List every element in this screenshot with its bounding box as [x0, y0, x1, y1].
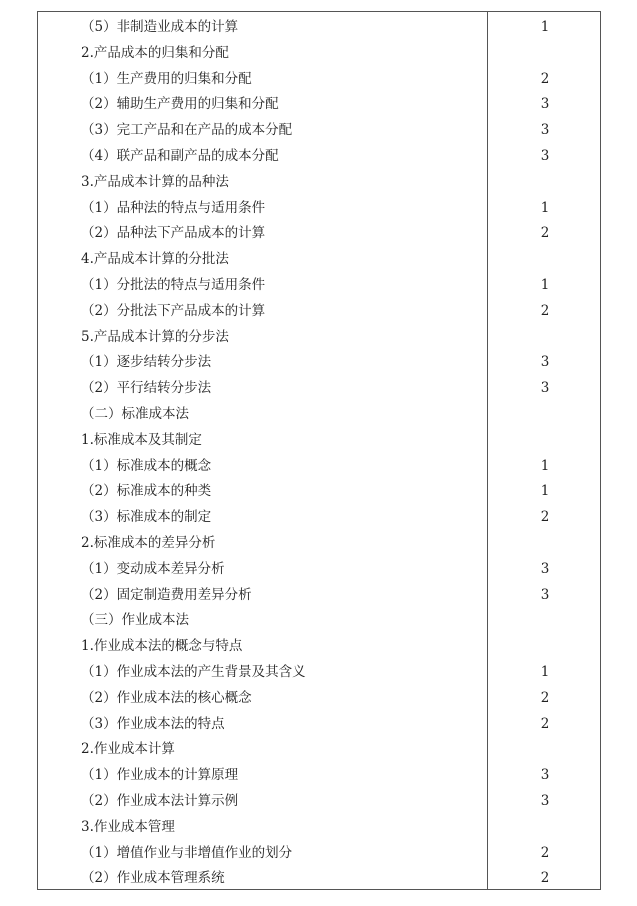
- row-topic: （三）作业成本法: [81, 612, 189, 629]
- row-topic: （1）品种法的特点与适用条件: [81, 199, 266, 216]
- row-topic: （二）标准成本法: [81, 406, 189, 422]
- row-level: 2: [540, 844, 550, 861]
- row-topic: 1.标准成本及其制定: [81, 431, 202, 448]
- row-topic: （2）作业成本管理系统: [81, 870, 225, 887]
- table-row: [38, 246, 600, 272]
- row-level: 3: [540, 767, 550, 784]
- row-topic: （2）辅助生产费用的归集和分配: [81, 96, 279, 113]
- row-level: 1: [540, 664, 550, 680]
- row-topic: （2）作业成本法的核心概念: [81, 689, 252, 706]
- table-row: [38, 272, 600, 298]
- table-row: [38, 685, 600, 711]
- row-topic: （4）联产品和副产品的成本分配: [81, 148, 279, 164]
- table-row: [38, 14, 600, 40]
- row-topic: （1）生产费用的归集和分配: [81, 70, 252, 87]
- row-topic: （2）平行结转分步法: [81, 380, 212, 397]
- row-topic: 2.作业成本计算: [81, 741, 175, 758]
- row-topic: （3）完工产品和在产品的成本分配: [81, 122, 293, 139]
- row-topic: 3.作业成本管理: [81, 818, 175, 835]
- row-topic: （1）标准成本的概念: [81, 457, 212, 474]
- table-row: [38, 427, 600, 453]
- row-topic: （1）变动成本差异分析: [81, 560, 225, 577]
- row-level: 1: [540, 457, 550, 474]
- table-row: [38, 762, 600, 788]
- row-topic: 2.产品成本的归集和分配: [81, 44, 229, 61]
- table-row: [38, 840, 600, 866]
- row-topic: 3.产品成本计算的品种法: [81, 173, 229, 190]
- row-level: 3: [540, 793, 550, 809]
- row-topic: 4.产品成本计算的分批法: [81, 251, 229, 268]
- table-row: [38, 143, 600, 169]
- table-row: [38, 607, 600, 633]
- row-topic: （1）作业成本法的产生背景及其含义: [81, 664, 306, 680]
- table-row: [38, 633, 600, 659]
- table-row: [38, 865, 600, 891]
- row-level: 2: [540, 689, 550, 706]
- table-row: [38, 220, 600, 246]
- table-row: [38, 478, 600, 504]
- table-row: [38, 788, 600, 814]
- row-level: 3: [540, 122, 550, 139]
- row-topic: 2.标准成本的差异分析: [81, 535, 216, 551]
- row-topic: （1）作业成本的计算原理: [81, 767, 239, 784]
- table-row: [38, 66, 600, 92]
- row-level: 2: [540, 70, 550, 87]
- row-level: 3: [540, 148, 550, 164]
- row-level: 3: [540, 96, 550, 113]
- row-topic: （1）分批法的特点与适用条件: [81, 277, 266, 293]
- table-row: [38, 298, 600, 324]
- row-level: 1: [540, 277, 550, 293]
- table-row: [38, 582, 600, 608]
- table-row: [38, 401, 600, 427]
- table-row: [38, 814, 600, 840]
- row-level: 2: [540, 509, 550, 526]
- table-row: [38, 711, 600, 737]
- row-level: 2: [540, 715, 550, 732]
- table-row: [38, 530, 600, 556]
- table-row: [38, 169, 600, 195]
- row-topic: （2）作业成本法计算示例: [81, 793, 239, 809]
- syllabus-table: [37, 11, 601, 890]
- row-topic: （2）固定制造费用差异分析: [81, 586, 252, 603]
- table-row: [38, 453, 600, 479]
- row-topic: （3）标准成本的制定: [81, 509, 212, 526]
- row-level: 1: [540, 483, 550, 500]
- row-level: 3: [540, 380, 550, 397]
- row-level: 3: [540, 354, 550, 371]
- row-topic: 1.作业成本法的概念与特点: [81, 638, 243, 655]
- row-level: 2: [540, 225, 550, 242]
- table-row: [38, 556, 600, 582]
- row-topic: （1）增值作业与非增值作业的划分: [81, 844, 293, 861]
- table-row: [38, 349, 600, 375]
- table-row: [38, 117, 600, 143]
- table-row: [38, 91, 600, 117]
- row-topic: （5）非制造业成本的计算: [81, 19, 239, 35]
- table-row: [38, 659, 600, 685]
- row-topic: （2）标准成本的种类: [81, 483, 212, 500]
- row-topic: 5.产品成本计算的分步法: [81, 328, 229, 345]
- row-level: 2: [540, 302, 550, 319]
- row-topic: （2）分批法下产品成本的计算: [81, 302, 266, 319]
- row-topic: （3）作业成本法的特点: [81, 715, 225, 732]
- table-row: [38, 375, 600, 401]
- row-level: 2: [540, 870, 550, 887]
- table-row: [38, 324, 600, 350]
- table-row: [38, 504, 600, 530]
- row-level: 1: [540, 199, 550, 216]
- row-level: 1: [540, 19, 550, 35]
- table-row: [38, 40, 600, 66]
- row-topic: （2）品种法下产品成本的计算: [81, 225, 266, 242]
- row-level: 3: [540, 560, 550, 577]
- table-row: [38, 736, 600, 762]
- table-row: [38, 195, 600, 221]
- row-topic: （1）逐步结转分步法: [81, 354, 212, 371]
- row-level: 3: [540, 586, 550, 603]
